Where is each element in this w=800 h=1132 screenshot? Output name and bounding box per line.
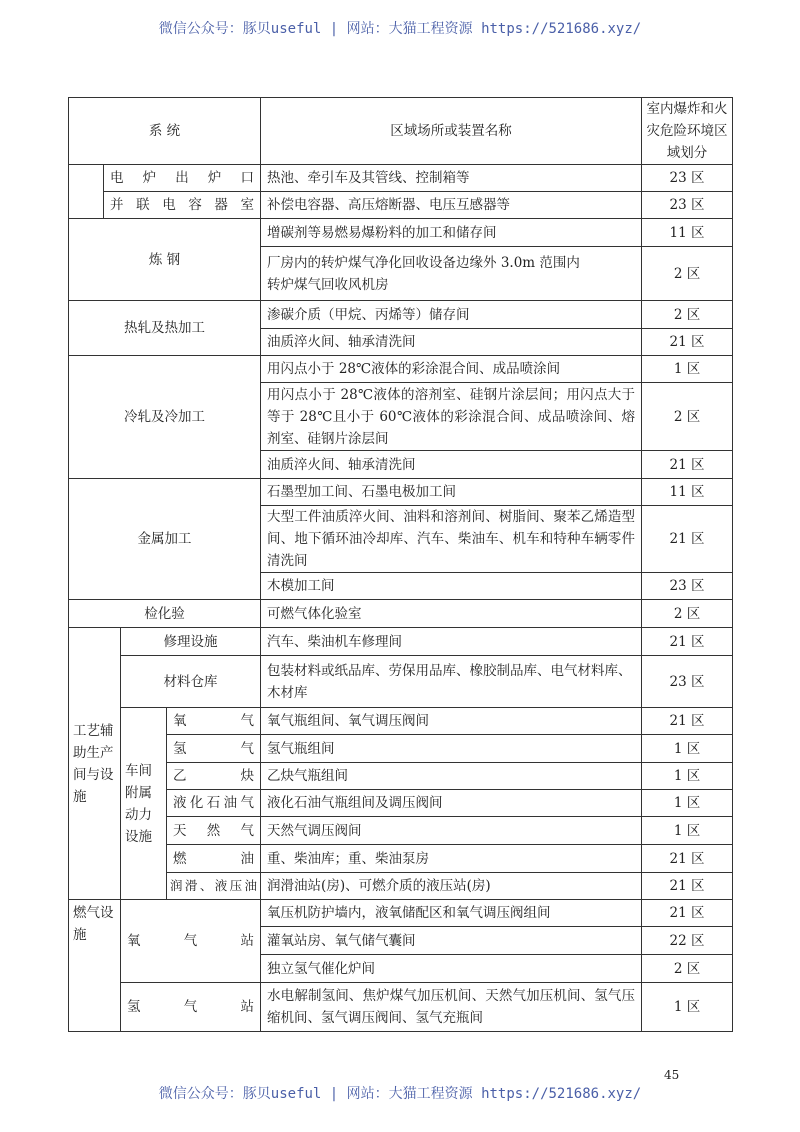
system-cell: 液化石油气: [167, 790, 261, 817]
table-row: [69, 900, 733, 927]
system-cell: 材料仓库: [121, 656, 261, 708]
zone-cell: 21 区: [642, 628, 733, 656]
system-cell: 修理设施: [121, 628, 261, 656]
zone-cell: 1 区: [642, 790, 733, 817]
table-row: [69, 708, 733, 735]
place-line: 转炉煤气回收风机房: [267, 276, 389, 293]
zone-cell: 21 区: [642, 900, 733, 927]
place-cell: 灌氧站房、氧气储气囊间: [261, 927, 642, 955]
system-cell: 氢气站: [121, 983, 261, 1032]
table-row: [69, 628, 733, 656]
zone-cell: 21 区: [642, 329, 733, 356]
zone-cell: 21 区: [642, 708, 733, 735]
zone-cell: 11 区: [642, 479, 733, 506]
table-row: [69, 356, 733, 383]
zone-cell: 21 区: [642, 506, 733, 573]
system-cell: 氢气: [167, 735, 261, 763]
hazard-zone-table: [68, 97, 733, 1032]
place-cell: 乙炔气瓶组间: [261, 763, 642, 790]
table-row: [69, 790, 733, 817]
zone-cell: 23 区: [642, 573, 733, 600]
page-number: 45: [664, 1068, 680, 1082]
place-cell: 汽车、柴油机车修理间: [261, 628, 642, 656]
place-cell: 油质淬火间、轴承清洗间: [261, 451, 642, 479]
system-cell: 天然气: [167, 817, 261, 845]
zone-cell: 23 区: [642, 165, 733, 192]
place-cell: 补偿电容器、高压熔断器、电压互感器等: [261, 192, 642, 219]
place-cell: 氢气瓶组间: [261, 735, 642, 763]
zone-cell: 21 区: [642, 873, 733, 900]
subgroup-cell: 车间附属动力设施: [121, 708, 167, 900]
place-cell: [261, 247, 642, 301]
place-cell: 大型工件油质淬火间、油料和溶剂间、树脂间、聚苯乙烯造型间、地下循环油冷却库、汽车、柴油车、机车和特种车辆零件清洗间: [261, 506, 642, 573]
empty-cell: [69, 165, 104, 219]
place-cell: 氧气瓶组间、氧气调压阀间: [261, 708, 642, 735]
table-row: [69, 817, 733, 845]
system-cell: 电炉出炉口: [104, 165, 261, 192]
table-header-row: [69, 98, 733, 165]
table-row: [69, 301, 733, 329]
table-row: [69, 192, 733, 219]
header-system: 系 统: [69, 98, 261, 165]
system-cell: 乙炔: [167, 763, 261, 790]
place-cell: 木模加工间: [261, 573, 642, 600]
place-cell: 用闪点小于 28℃液体的溶剂室、硅钢片涂层间；用闪点大于等于 28℃且小于 60℃液体的彩涂混合间、成品喷涂间、熔剂室、硅钢片涂层间: [261, 383, 642, 451]
footer-watermark: 微信公众号：豚贝useful | 网站：大猫工程资源 https://521686.xyz/: [158, 1086, 642, 1102]
zone-cell: 21 区: [642, 451, 733, 479]
zone-cell: 22 区: [642, 927, 733, 955]
zone-cell: 1 区: [642, 735, 733, 763]
system-cell: 氧气: [167, 708, 261, 735]
table-row: [69, 845, 733, 873]
zone-cell: 23 区: [642, 192, 733, 219]
system-cell: 氧气站: [121, 900, 261, 983]
place-cell: 天然气调压阀间: [261, 817, 642, 845]
zone-cell: 2 区: [642, 247, 733, 301]
zone-cell: 2 区: [642, 383, 733, 451]
table-row: [69, 165, 733, 192]
system-cell: 热轧及热加工: [69, 301, 261, 356]
table-row: [69, 873, 733, 900]
zone-cell: 1 区: [642, 763, 733, 790]
zone-cell: 11 区: [642, 219, 733, 247]
group-cell: 燃气设施: [69, 900, 121, 1032]
zone-cell: 21 区: [642, 845, 733, 873]
table-row: [69, 983, 733, 1032]
place-cell: 渗碳介质（甲烷、丙烯等）储存间: [261, 301, 642, 329]
place-cell: 可燃气体化验室: [261, 600, 642, 628]
zone-cell: 2 区: [642, 600, 733, 628]
place-cell: 油质淬火间、轴承清洗间: [261, 329, 642, 356]
place-cell: 用闪点小于 28℃液体的彩涂混合间、成品喷涂间: [261, 356, 642, 383]
zone-cell: 2 区: [642, 301, 733, 329]
table-row: [69, 479, 733, 506]
place-cell: 润滑油站(房)、可燃介质的液压站(房): [261, 873, 642, 900]
place-line: 厂房内的转炉煤气净化回收设备边缘外 3.0m 范围内: [267, 254, 580, 271]
group-cell: 工艺辅助生产间与设施: [69, 628, 121, 900]
table-row: [69, 763, 733, 790]
system-cell: 金属加工: [69, 479, 261, 600]
place-cell: 重、柴油库；重、柴油泵房: [261, 845, 642, 873]
place-cell: 石墨型加工间、石墨电极加工间: [261, 479, 642, 506]
place-cell: 氧压机防护墙内，液氧储配区和氧气调压阀组间: [261, 900, 642, 927]
place-cell: 增碳剂等易燃易爆粉料的加工和储存间: [261, 219, 642, 247]
zone-cell: 1 区: [642, 983, 733, 1032]
zone-cell: 1 区: [642, 356, 733, 383]
table-row: [69, 656, 733, 708]
system-cell: 燃油: [167, 845, 261, 873]
place-cell: 水电解制氢间、焦炉煤气加压机间、天然气加压机间、氢气压缩机间、氢气调压阀间、氢气充瓶间: [261, 983, 642, 1032]
zone-cell: 23 区: [642, 656, 733, 708]
place-cell: 独立氢气催化炉间: [261, 955, 642, 983]
system-cell: 冷轧及冷加工: [69, 356, 261, 479]
header-watermark: 微信公众号：豚贝useful | 网站：大猫工程资源 https://521686.xyz/: [158, 21, 642, 37]
zone-cell: 2 区: [642, 955, 733, 983]
system-cell: 并联电容器室: [104, 192, 261, 219]
place-cell: 热池、牵引车及其管线、控制箱等: [261, 165, 642, 192]
header-place: 区域场所或装置名称: [261, 98, 642, 165]
system-cell: 炼 钢: [69, 219, 261, 301]
place-cell: 包装材料或纸品库、劳保用品库、橡胶制品库、电气材料库、木材库: [261, 656, 642, 708]
system-cell: 润滑、液压油: [167, 873, 261, 900]
table-row: [69, 735, 733, 763]
table-row: [69, 219, 733, 247]
table-row: [69, 600, 733, 628]
system-cell: 检化验: [69, 600, 261, 628]
header-zone: 室内爆炸和火灾危险环境区域划分: [642, 98, 733, 165]
zone-cell: 1 区: [642, 817, 733, 845]
place-cell: 液化石油气瓶组间及调压阀间: [261, 790, 642, 817]
